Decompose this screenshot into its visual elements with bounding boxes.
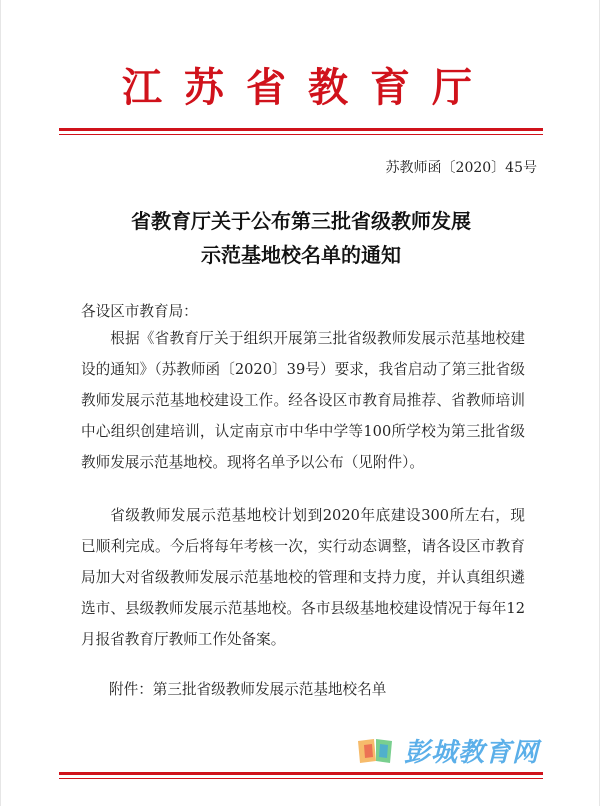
site-watermark xyxy=(356,732,539,769)
book-icon xyxy=(356,735,396,767)
footer-red-thin-rule xyxy=(59,778,543,779)
body-paragraph-2-block xyxy=(81,500,525,655)
document-number: 苏教师函〔2020〕45号 xyxy=(385,160,537,176)
document-title-line-1: 省教育厅关于公布第三批省级教师发展 xyxy=(131,209,471,233)
footer-red-rule xyxy=(59,772,543,775)
attachment-line: 附件：第三批省级教师发展示范基地校名单 xyxy=(109,681,387,698)
body-paragraph-1-block xyxy=(81,323,525,478)
header-red-rule xyxy=(59,128,543,131)
watermark-text: 彭城教育网 xyxy=(404,738,540,768)
body-paragraph-2: 省级教师发展示范基地校计划到2020年底建设300所左右，现已顺利完成。今后将每年考核一次，实行动态调整，请各设区市教育局加大对省级教师发展示范基地校的管理和支持力度，并认真组织遴选市、县级教师发展示范基地校。各市县级基地校建设情况于每年12月报省教育厅教师工作处备案。 xyxy=(81,507,525,648)
document-title-line-2: 示范基地校名单的通知 xyxy=(201,243,401,267)
salutation: 各设区市教育局： xyxy=(81,303,198,320)
header-red-thin-rule xyxy=(59,134,543,135)
issuing-authority-title: 江苏省教育厅 xyxy=(122,64,494,111)
body-paragraph-1: 根据《省教育厅关于组织开展第三批省级教师发展示范基地校建设的通知》（苏教师函〔2020〕39号）要求，我省启动了第三批省级教师发展示范基地校建设工作。经各设区市教育局推荐、省教师培训中心组织创建培训，认定南京市中华中学等100所学校为第三批省级教师发展示范基地校。现将名单予以公布（见附件）。 xyxy=(81,330,525,471)
